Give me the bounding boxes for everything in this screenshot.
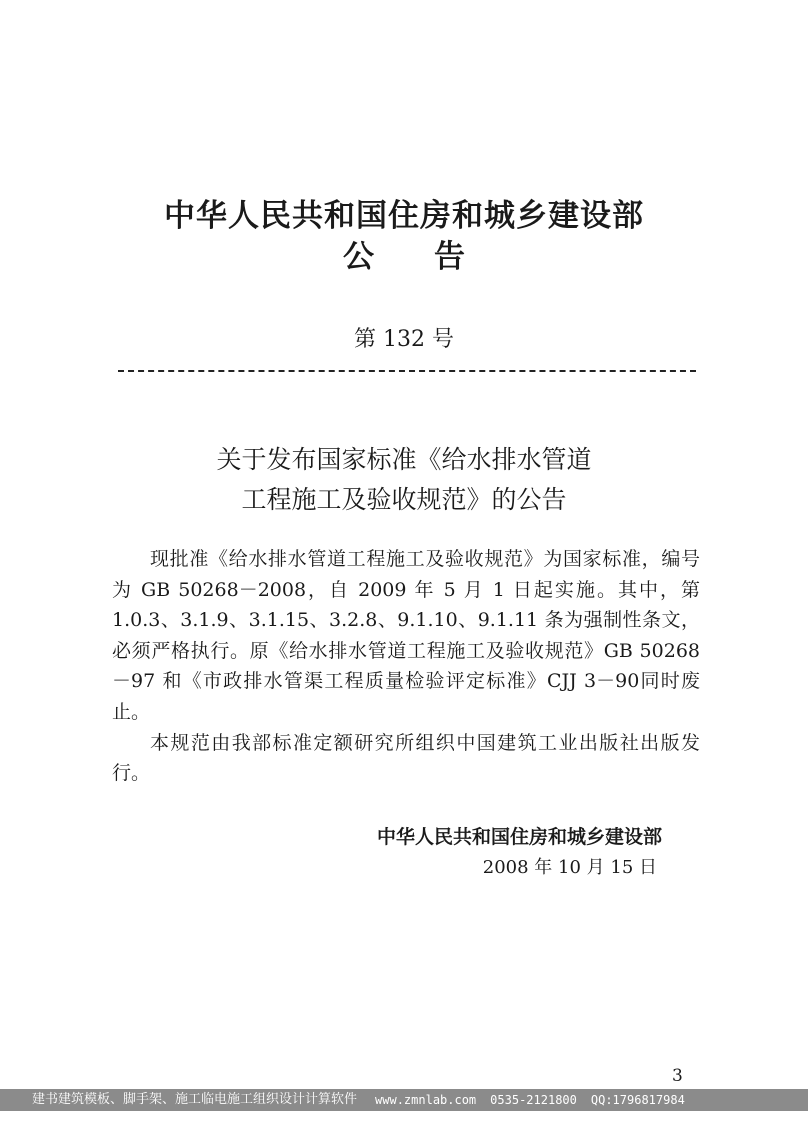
footer-company: 建书建筑模板、脚手架、施工临电施工组织设计计算软件	[32, 1092, 358, 1107]
divider-line	[118, 370, 696, 372]
notice-heading: 公告	[343, 239, 525, 275]
page-number: 3	[672, 1066, 683, 1086]
issue-date: 2008 年 10 月 15 日	[482, 857, 657, 878]
notice-number: 第 132 号	[354, 327, 454, 352]
ministry-title: 中华人民共和国住房和城乡建设部	[164, 198, 644, 234]
footer-url[interactable]: www.zmnlab.com	[375, 1093, 477, 1107]
footer-qq: QQ:1796817984	[590, 1093, 685, 1107]
signature: 中华人民共和国住房和城乡建设部	[376, 826, 662, 848]
subject-line-2: 工程施工及验收规范》的公告	[241, 485, 567, 514]
subject-line-1: 关于发布国家标准《给水排水管道	[216, 445, 592, 474]
notice-body	[112, 544, 700, 789]
paragraph-approval: 现批准《给水排水管道工程施工及验收规范》为国家标准，编号为 GB 50268－2008，自 2009 年 5 月 1 日起实施。其中，第 1.0.3、3.1.9、3.1.15、3.2.8、9.1.10、9.1.11 条为强制性条文，必须严格执行。原《给水排水管道工程施工及验收规范》GB 50268－97 和《市政排水管渠工程质量检验评定标准》CJJ 3－90同时废止。	[112, 548, 700, 723]
footer-phone: 0535-2121800	[490, 1093, 577, 1107]
paragraph-publication: 本规范由我部标准定额研究所组织中国建筑工业出版社出版发行。	[112, 731, 700, 785]
footer-bar	[0, 1089, 808, 1111]
